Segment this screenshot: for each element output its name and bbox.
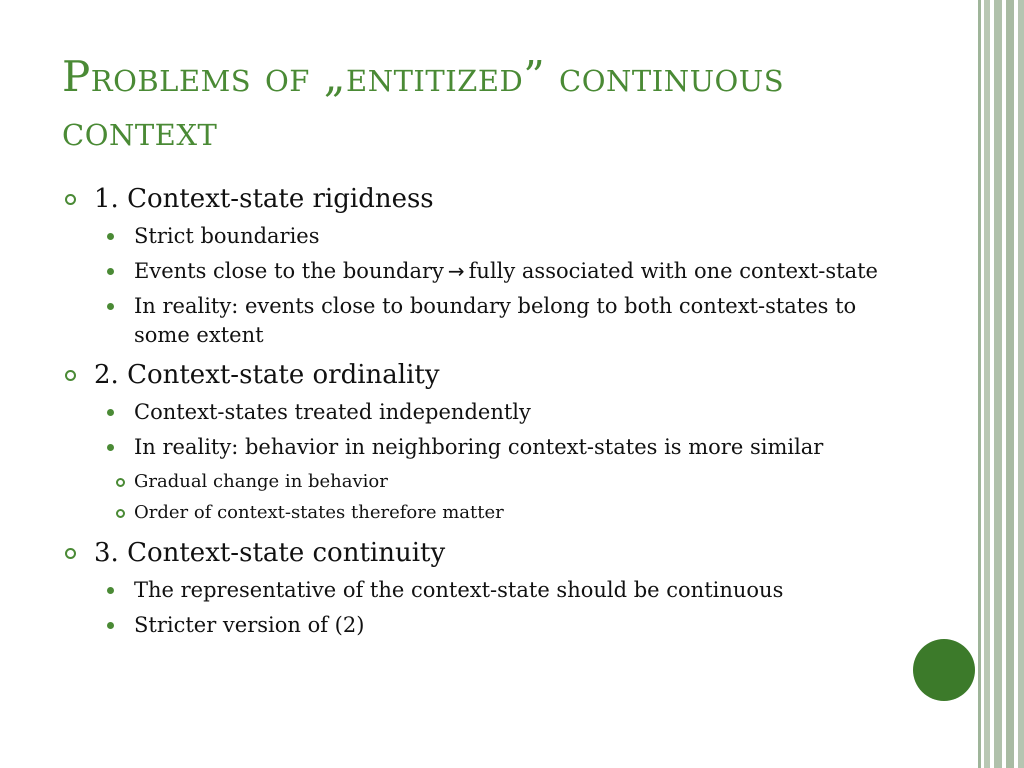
subpoint-text: The representative of the context-state should be continuous — [134, 578, 784, 602]
subpoint-text: In reality: behavior in neighboring context-states is more similar — [134, 435, 824, 459]
ring-bullet-icon — [65, 194, 76, 205]
subpoint-text: fully associated with one context-state — [468, 259, 878, 283]
slide-title: Problems of „entitized” continuous context — [62, 52, 785, 155]
dot-bullet-icon — [107, 622, 114, 629]
sub-list-item — [62, 611, 912, 640]
sub-sub-list — [134, 466, 912, 528]
ring-bullet-icon — [116, 478, 125, 487]
dot-bullet-icon — [107, 409, 114, 416]
dot-bullet-icon — [107, 233, 114, 240]
sub-list-item — [62, 222, 912, 251]
list-item — [62, 182, 912, 350]
dot-bullet-icon — [107, 303, 114, 310]
stripe — [1018, 0, 1024, 768]
subpoint-text: Strict boundaries — [134, 224, 320, 248]
decorative-stripes — [978, 0, 1024, 768]
dot-bullet-icon — [107, 587, 114, 594]
dot-bullet-icon — [107, 444, 114, 451]
subsubpoint-text: Gradual change in behavior — [134, 471, 388, 492]
sub-list-item — [62, 433, 912, 528]
sub-list — [94, 398, 912, 528]
subpoint-text: Context-states treated independently — [134, 400, 531, 424]
sub-list-item — [62, 292, 912, 350]
slide-content — [62, 182, 912, 640]
list-item — [62, 358, 912, 528]
sub-list-item — [62, 398, 912, 427]
subpoint-text: Stricter version of (2) — [134, 613, 365, 637]
sub-list — [94, 576, 912, 640]
sub-sub-list-item — [104, 497, 912, 528]
ring-bullet-icon — [65, 370, 76, 381]
point-text: 1. Context-state rigidness — [94, 184, 434, 214]
ring-bullet-icon — [116, 509, 125, 518]
subpoint-text: Events close to the boundary — [134, 259, 444, 283]
sub-list — [94, 222, 912, 350]
point-text: 2. Context-state ordinality — [94, 360, 440, 390]
subsubpoint-text: Order of context-states therefore matter — [134, 502, 504, 523]
stripe — [994, 0, 1002, 768]
point-text: 3. Context-state continuity — [94, 538, 446, 568]
bullet-list — [62, 182, 912, 640]
sub-list-item — [62, 257, 912, 286]
subpoint-text: In reality: events close to boundary belong to both context-states to some extent — [134, 294, 857, 347]
dot-bullet-icon — [107, 268, 114, 275]
ring-bullet-icon — [65, 548, 76, 559]
sub-list-item — [62, 576, 912, 605]
stripe — [978, 0, 981, 768]
list-item — [62, 536, 912, 640]
sub-sub-list-item — [104, 466, 912, 497]
stripe — [984, 0, 990, 768]
stripe — [1006, 0, 1014, 768]
decorative-circle — [913, 639, 975, 701]
arrow-right-icon: → — [447, 259, 465, 283]
